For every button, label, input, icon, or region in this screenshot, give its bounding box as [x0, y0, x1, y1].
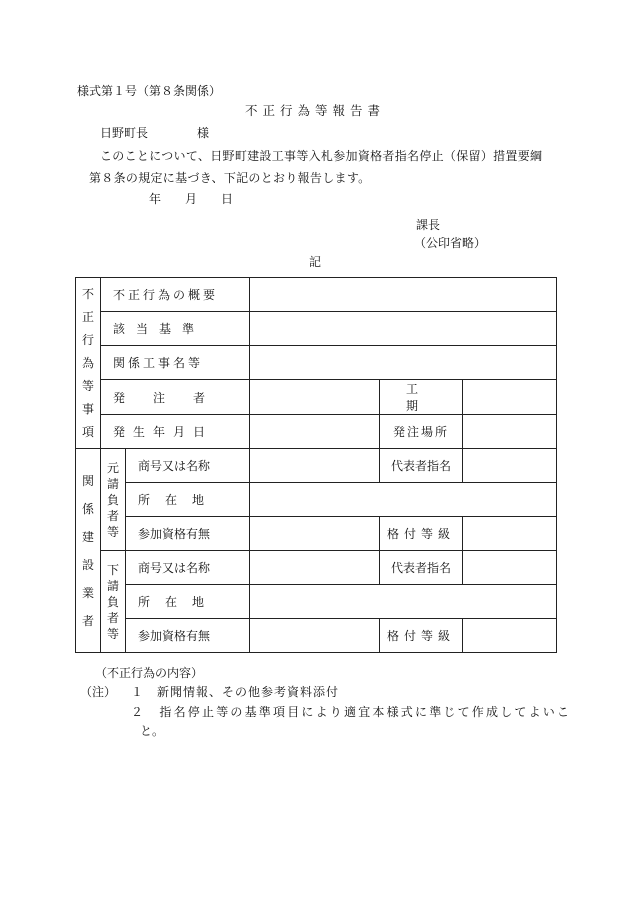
field-orderer[interactable] [250, 380, 380, 415]
section-label-char: 為 [81, 355, 94, 370]
label-prime-location: 所在地 [126, 483, 250, 517]
subsection-label-char: 者 [106, 610, 119, 625]
label-sub-qualification: 参加資格有無 [126, 619, 250, 653]
field-sub-representative[interactable] [463, 551, 557, 585]
section-label-char: 項 [81, 424, 94, 439]
section-label-char: 建 [81, 529, 94, 544]
section-label-char: 関 [81, 473, 94, 488]
field-order-place[interactable] [463, 415, 557, 449]
section-label-contractors [76, 449, 101, 653]
section-label-char: 正 [81, 309, 94, 324]
date-month: 月 [185, 192, 198, 206]
field-sub-rank[interactable] [463, 619, 557, 653]
body-text-line-1: このことについて、日野町建設工事等入札参加資格者指名停止（保留）措置要綱 [100, 149, 543, 163]
table-row [76, 346, 557, 380]
note-item-2: ２ 指名停止等の基準項目により適宜本様式に準じて作成してよいこ [131, 705, 572, 719]
subsection-label-prime [101, 449, 126, 551]
table-row [76, 449, 557, 483]
seal-omitted: （公印省略） [414, 236, 487, 250]
subsection-label-char: 等 [106, 626, 119, 641]
subsection-label-char: 下 [106, 562, 119, 577]
label-related-works: 関係工事名等 [101, 346, 250, 380]
report-table [75, 277, 557, 653]
addressee-honorific: 様 [197, 126, 210, 140]
field-sub-qualification[interactable] [250, 619, 380, 653]
subsection-label-char: 請 [106, 476, 119, 491]
field-prime-rank[interactable] [463, 517, 557, 551]
date-year: 年 [149, 192, 162, 206]
label-order-place: 発注場所 [380, 415, 463, 449]
field-prime-location[interactable] [250, 483, 557, 517]
content-heading: （不正行為の内容） [95, 666, 204, 680]
subsection-label-char: 請 [106, 578, 119, 593]
section-label-char: 設 [81, 557, 94, 572]
table-row [76, 483, 557, 517]
label-occurrence-date: 発生年月日 [101, 415, 250, 449]
field-criteria[interactable] [250, 312, 557, 346]
subsection-label-char: 者 [106, 508, 119, 523]
section-label-char: 事 [81, 401, 94, 416]
field-occurrence-date[interactable] [250, 415, 380, 449]
field-sub-location[interactable] [250, 585, 557, 619]
field-term[interactable] [463, 380, 557, 415]
field-prime-trade-name[interactable] [250, 449, 380, 483]
field-related-works[interactable] [250, 346, 557, 380]
label-orderer: 発注者 [101, 380, 250, 415]
label-sub-location: 所在地 [126, 585, 250, 619]
section-label-char: 行 [81, 332, 94, 347]
subsection-label-char: 負 [106, 594, 119, 609]
document-title: 不正行為等報告書 [244, 103, 385, 118]
table-row [76, 585, 557, 619]
ki-heading: 記 [308, 255, 321, 269]
label-prime-rank: 格付等級 [380, 517, 463, 551]
addressee-name: 日野町長 [100, 126, 149, 140]
field-overview[interactable] [250, 278, 557, 312]
subsection-label-char: 等 [106, 524, 119, 539]
addressee [100, 126, 210, 140]
signer-title: 課長 [416, 218, 441, 232]
table-row [76, 619, 557, 653]
label-term: 工期 [380, 380, 463, 415]
field-prime-qualification[interactable] [250, 517, 380, 551]
label-criteria: 該当基準 [101, 312, 250, 346]
table-row [76, 380, 557, 415]
subsection-label-sub [101, 551, 126, 653]
field-prime-representative[interactable] [463, 449, 557, 483]
label-overview: 不正行為の概要 [101, 278, 250, 312]
table-row [76, 551, 557, 585]
section-label-char: 者 [81, 613, 94, 628]
date-line [0, 193, 630, 207]
subsection-label-char: 元 [106, 460, 119, 475]
section-label-char: 不 [81, 286, 94, 301]
section-label-char: 等 [81, 378, 94, 393]
note-label: （注） [80, 685, 117, 699]
section-label-misconduct [76, 278, 101, 449]
label-prime-trade-name: 商号又は名称 [126, 449, 250, 483]
body-text-line-2: 第８条の規定に基づき、下記のとおり報告します。 [89, 171, 371, 185]
form-number: 様式第１号（第８条関係） [77, 84, 222, 98]
section-label-char: 係 [81, 501, 94, 516]
note-item-1: １ 新聞情報、その他参考資料添付 [131, 685, 340, 699]
table-row [76, 415, 557, 449]
table-row [76, 517, 557, 551]
label-sub-rank: 格付等級 [380, 619, 463, 653]
label-prime-representative: 代表者指名 [380, 449, 463, 483]
label-sub-representative: 代表者指名 [380, 551, 463, 585]
subsection-label-char: 負 [106, 492, 119, 507]
table-row [76, 312, 557, 346]
table-row [76, 278, 557, 312]
field-sub-trade-name[interactable] [250, 551, 380, 585]
label-prime-qualification: 参加資格有無 [126, 517, 250, 551]
section-label-char: 業 [81, 585, 94, 600]
date-day: 日 [221, 192, 234, 206]
note-item-2-continued: と。 [140, 724, 165, 738]
label-sub-trade-name: 商号又は名称 [126, 551, 250, 585]
